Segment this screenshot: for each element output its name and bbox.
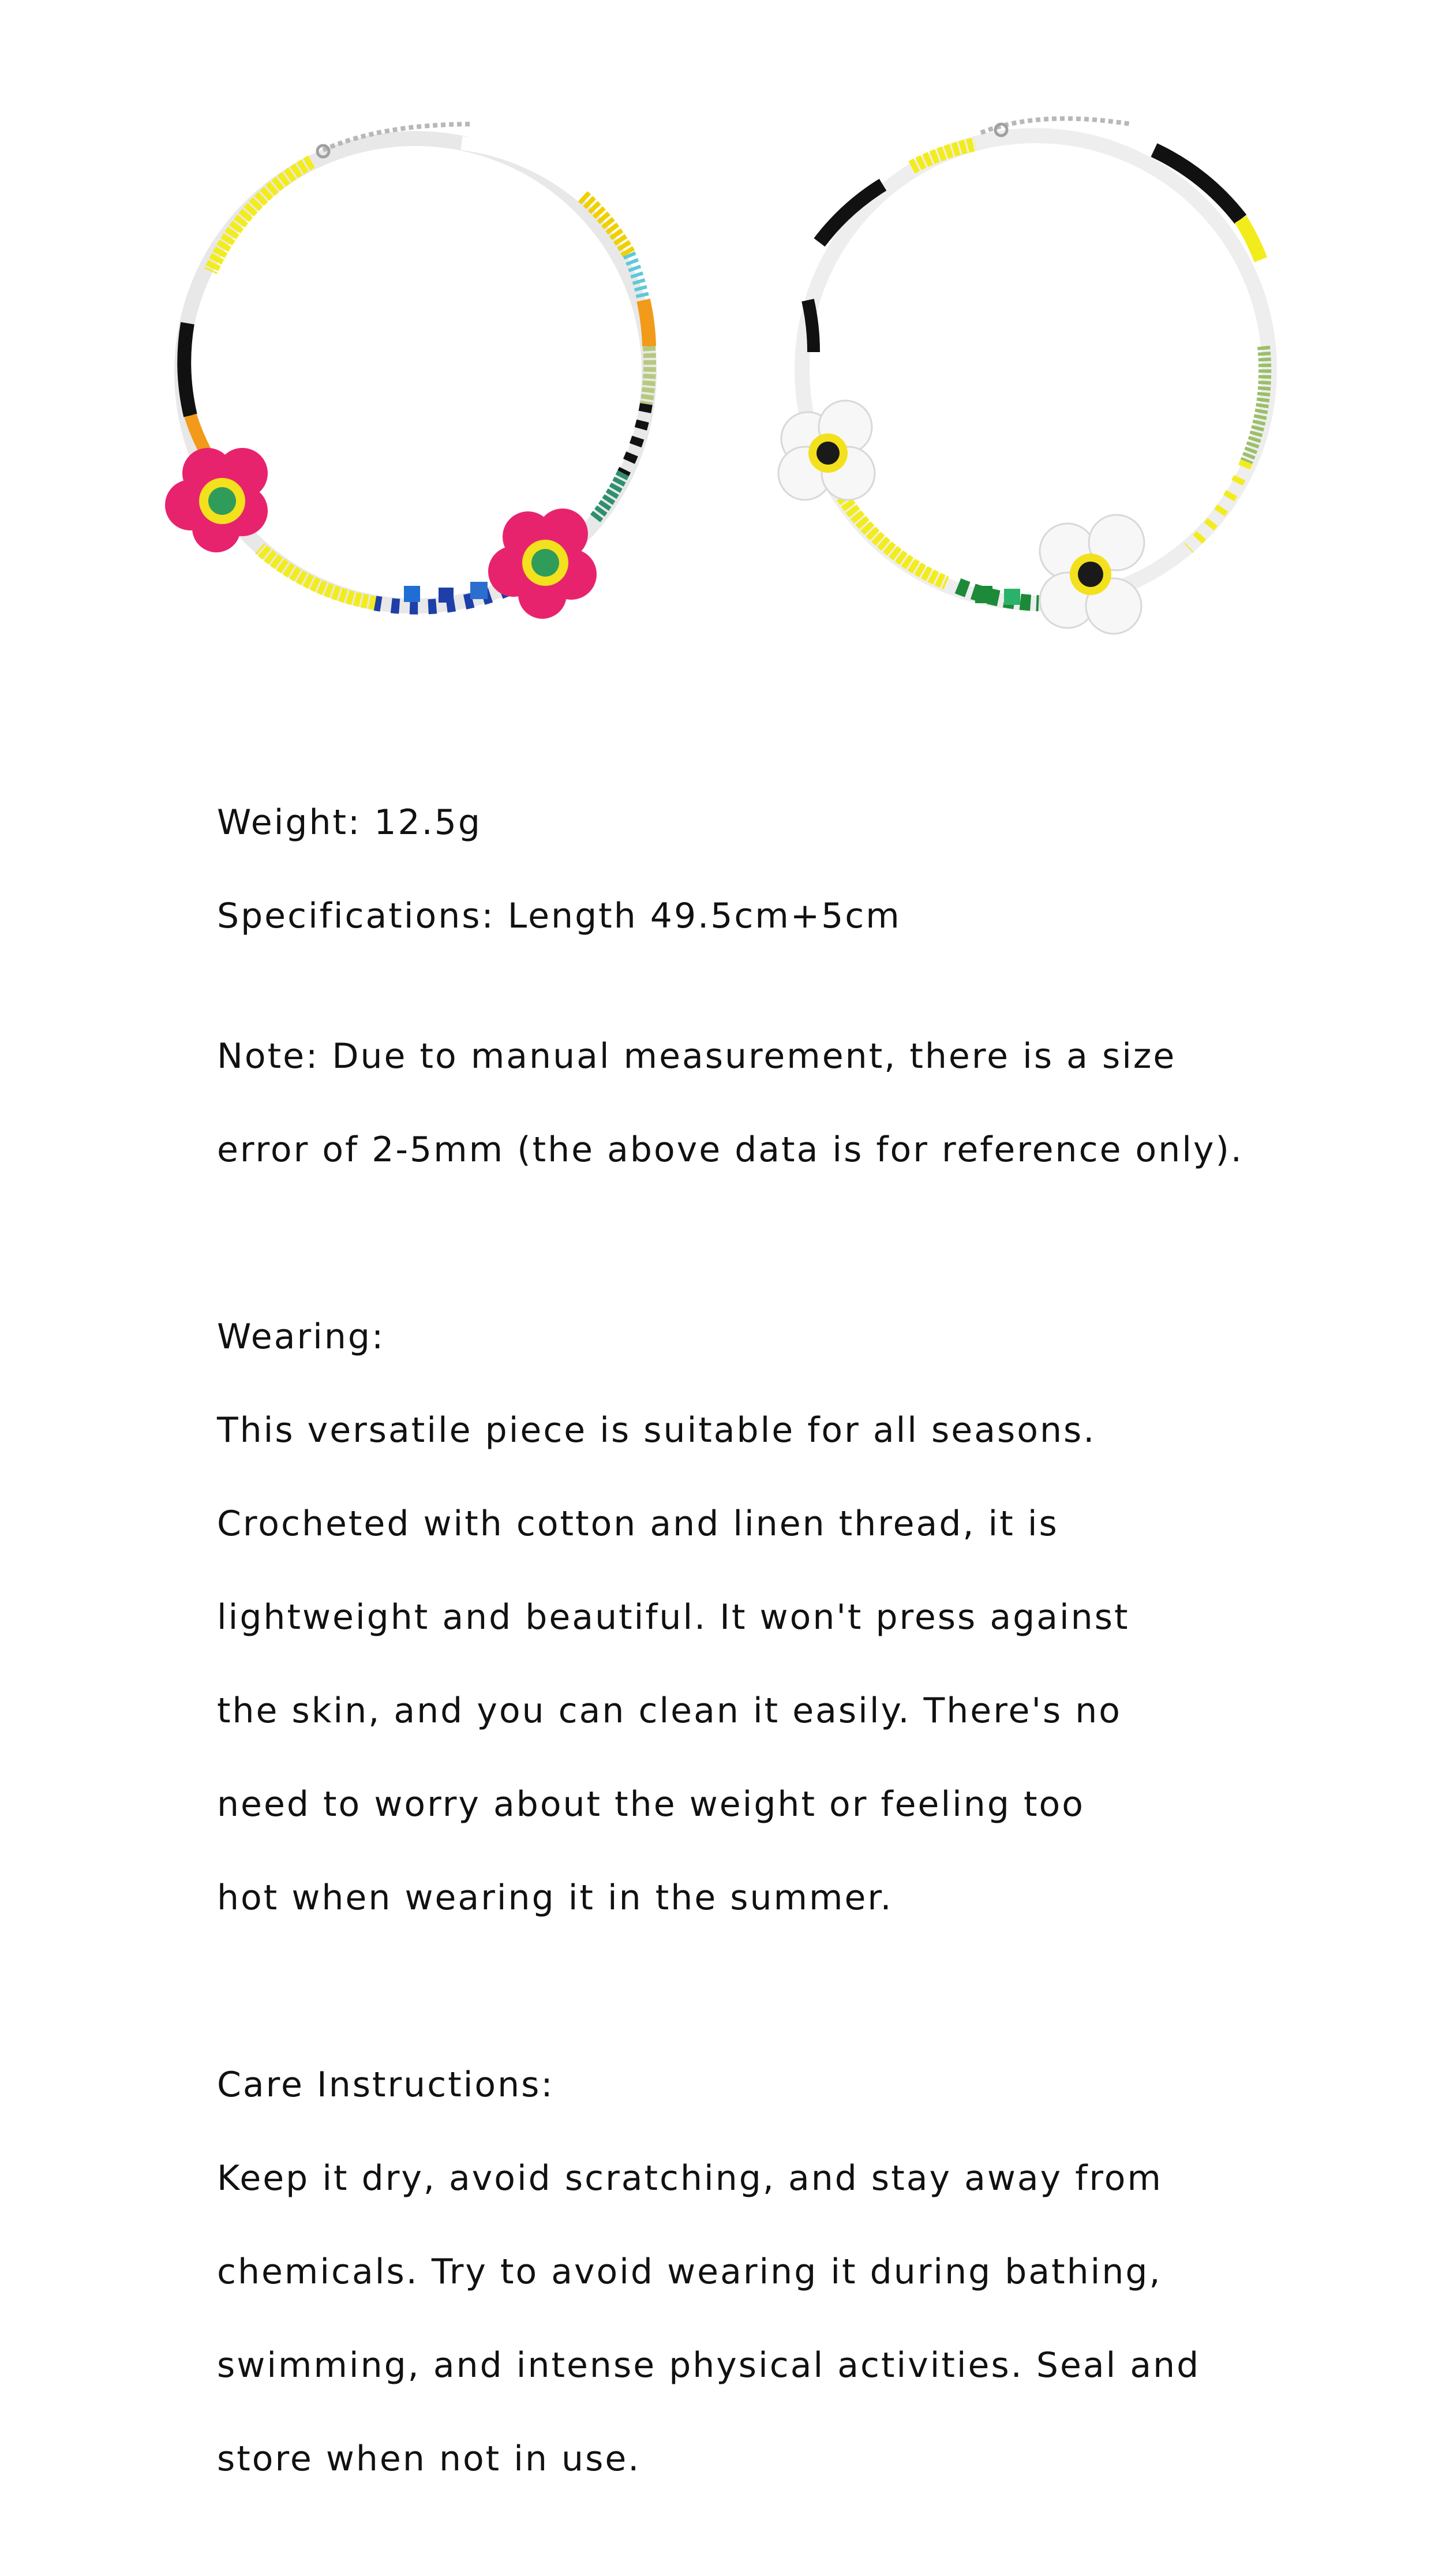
wearing-line: Crocheted with cotton and linen thread, it is xyxy=(217,1504,1059,1544)
wearing-line: lightweight and beautiful. It won't press against xyxy=(217,1597,1130,1637)
product-image-svg xyxy=(0,0,1431,721)
care-line: store when not in use. xyxy=(217,2439,641,2479)
specifications-text: Specifications: Length 49.5cm+5cm xyxy=(217,896,901,936)
pink-flower-right xyxy=(488,509,597,619)
wearing-title: Wearing: xyxy=(217,1317,385,1357)
weight-text: Weight: 12.5g xyxy=(217,802,482,843)
care-line: swimming, and intense physical activities. Seal and xyxy=(217,2345,1201,2386)
wearing-line: This versatile piece is suitable for all seasons. xyxy=(217,1410,1096,1450)
care-section xyxy=(217,2015,1313,2529)
note-line: Note: Due to manual measurement, there is a size xyxy=(217,1036,1177,1076)
wearing-line: need to worry about the weight or feeling too xyxy=(217,1784,1085,1824)
product-details xyxy=(217,799,1313,2576)
note-section xyxy=(217,986,1313,1220)
product-images xyxy=(0,0,1431,721)
necklace-white-flower xyxy=(778,118,1269,634)
wearing-line: hot when wearing it in the summer. xyxy=(217,1878,893,1918)
white-flower-left xyxy=(778,401,875,500)
care-line: Keep it dry, avoid scratching, and stay away from xyxy=(217,2158,1163,2199)
necklace-pink-flower xyxy=(165,124,650,619)
note-line: error of 2-5mm (the above data is for reference only). xyxy=(217,1130,1243,1170)
care-line: chemicals. Try to avoid wearing it during bathing, xyxy=(217,2252,1162,2292)
wearing-line: the skin, and you can clean it easily. There's no xyxy=(217,1691,1122,1731)
wearing-section xyxy=(217,1267,1313,1968)
white-flower-right xyxy=(1040,515,1144,634)
care-title: Care Instructions: xyxy=(217,2065,555,2105)
